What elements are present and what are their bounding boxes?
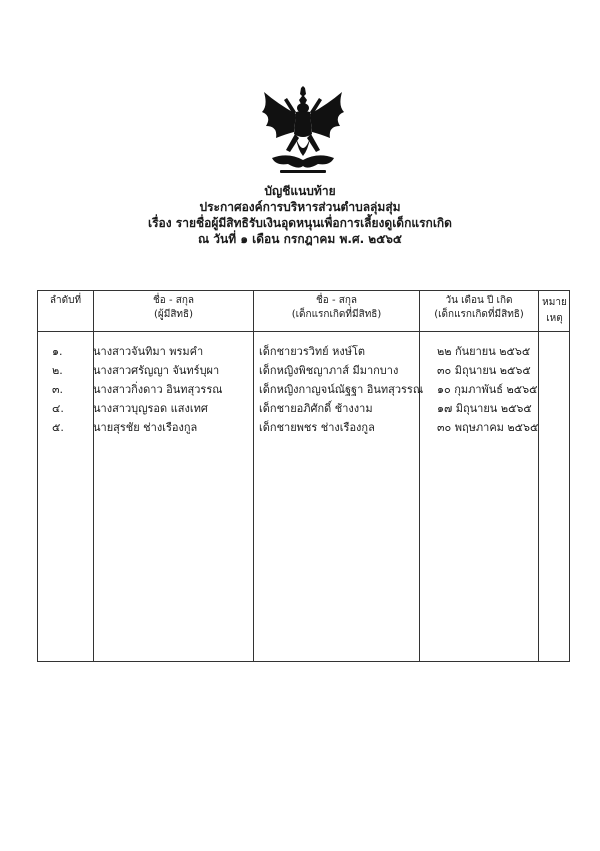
birth-date: ๓๐ มิถุนายน ๒๕๖๕: [437, 364, 531, 377]
header-note-sub: เหตุ: [546, 313, 563, 324]
garuda-emblem-icon: [258, 86, 348, 176]
header-divider: [37, 331, 570, 332]
parent-name: นางสาวศรัญญา จันทร์บุผา: [93, 364, 220, 377]
table-row: [37, 342, 570, 359]
parent-name: นางสาวกิ่งดาว อินทสุวรรณ: [93, 383, 223, 396]
row-number: ๔.: [52, 402, 64, 415]
heading-date: ณ วันที่ ๑ เดือน กรกฎาคม พ.ศ. ๒๕๖๕: [197, 232, 403, 246]
table-row: [37, 418, 570, 435]
parent-name: นายสุรชัย ช่างเรืองกูล: [93, 421, 198, 434]
header-parent-name: ชื่อ - สกุล: [152, 295, 195, 306]
birth-date: ๒๒ กันยายน ๒๕๖๕: [437, 345, 531, 358]
heading-announcement: ประกาศองค์การบริหารส่วนตำบลลุ่มสุ่ม: [199, 200, 401, 214]
birth-date: ๑๐ กุมภาพันธ์ ๒๕๖๕: [437, 383, 538, 396]
table-row: [37, 361, 570, 378]
row-number: ๓.: [52, 383, 64, 396]
birth-date: ๓๐ พฤษภาคม ๒๕๖๕: [437, 421, 539, 434]
table-row: [37, 399, 570, 416]
row-number: ๒.: [52, 364, 63, 377]
heading-attachment: บัญชีแนบท้าย: [264, 184, 336, 198]
header-child-name: ชื่อ - สกุล: [315, 295, 358, 306]
header-note: หมาย: [542, 297, 567, 308]
header-parent-sub: (ผู้มีสิทธิ): [153, 309, 194, 320]
table-row: [37, 380, 570, 397]
child-name: เด็กชายวรวิทย์ หงษ์โต: [259, 345, 366, 358]
row-number: ๑.: [52, 345, 63, 358]
header-dob: วัน เดือน ปี เกิด: [445, 295, 513, 306]
child-name: เด็กชายพชร ช่างเรืองกูล: [259, 421, 375, 434]
header-child-sub: (เด็กแรกเกิดที่มีสิทธิ): [291, 309, 382, 320]
row-number: ๕.: [52, 421, 64, 434]
parent-name: นางสาวบุญรอด แสงเทศ: [93, 402, 208, 415]
parent-name: นางสาวจันทิมา พรมคำ: [93, 345, 204, 358]
birth-date: ๑๗ มิถุนายน ๒๕๖๕: [437, 402, 532, 415]
header-no: ลำดับที่: [49, 295, 82, 306]
heading-subject: เรื่อง รายชื่อผู้มีสิทธิรับเงินอุดหนุนเพื่อการเลี้ยงดูเด็กแรกเกิด: [148, 216, 452, 230]
child-name: เด็กชายอภิศักดิ์ ช้างงาม: [259, 402, 373, 415]
child-name: เด็กหญิงพิชญาภาส์ มีมากบาง: [259, 364, 399, 377]
child-name: เด็กหญิงกาญจน์ณัฐฐา อินทสุวรรณ: [259, 383, 424, 396]
header-dob-sub: (เด็กแรกเกิดที่มีสิทธิ): [434, 309, 524, 320]
